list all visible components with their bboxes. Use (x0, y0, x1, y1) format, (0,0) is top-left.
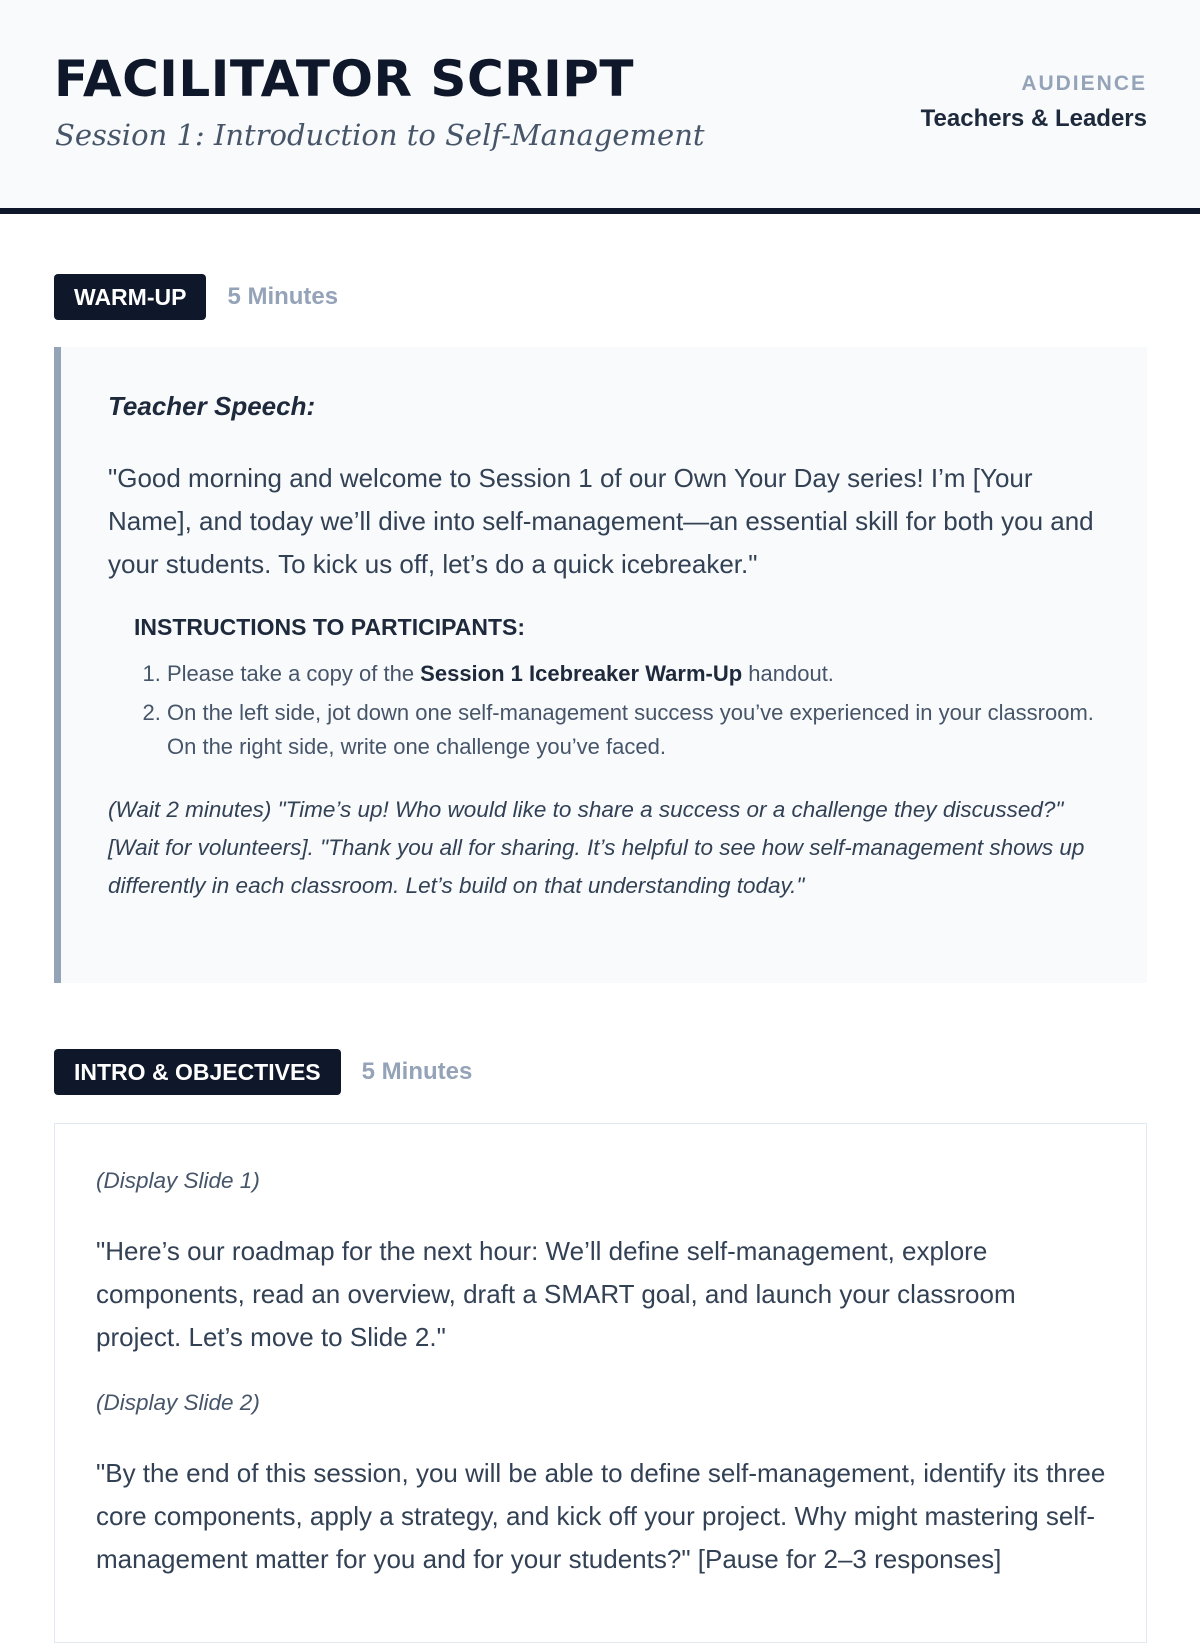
slide-2-speech: "By the end of this session, you will be able to define self-management, identify its three core components, apply a strategy, and kick off your project. Why might mastering self-management matter for you and for your students?" [Pause for 2–3 responses] (96, 1458, 1106, 1574)
warmup-speech-box (54, 347, 1147, 983)
slide-1-speech: "Here’s our roadmap for the next hour: We’ll define self-management, explore components, read an overview, draft a SMART goal, and launch your classroom project. Let’s move to Slide 2." (96, 1236, 1016, 1352)
wait-note: (Wait 2 minutes) "Time’s up! Who would like to share a success or a challenge they discussed?" [Wait for volunteers]. "Thank you all for sharing. It’s helpful to see how self-management shows up differently in each classroom. Let’s build on that understanding today." (108, 797, 1085, 898)
audience-value: Teachers & Leaders (920, 105, 1147, 132)
instruction-text: handout. (742, 661, 834, 686)
warmup-section-header (54, 274, 338, 320)
intro-section-header (54, 1049, 472, 1095)
instruction-item (167, 657, 1117, 691)
instructions-list (134, 657, 1117, 769)
intro-badge: INTRO & OBJECTIVES (54, 1049, 341, 1095)
session-subtitle: Session 1: Introduction to Self-Management (55, 118, 705, 152)
instruction-text: Please take a copy of the (167, 661, 421, 686)
audience-block (921, 72, 1147, 133)
warmup-speech-text: "Good morning and welcome to Session 1 of our Own Your Day series! I’m [Your Name], and today we’ll dive into self-management—an essential skill for both you and your students. To kick us off, let’s do a quick icebreaker." (108, 463, 1094, 579)
intro-objectives-box (54, 1123, 1147, 1643)
warmup-badge: WARM-UP (54, 274, 206, 320)
instruction-item (167, 696, 1117, 764)
teacher-speech-label: Teacher Speech: (108, 391, 316, 421)
document-title: FACILITATOR SCRIPT (54, 50, 634, 108)
slide-1-note: (Display Slide 1) (96, 1168, 260, 1193)
slide-2-note: (Display Slide 2) (96, 1390, 260, 1415)
audience-label: AUDIENCE (1021, 72, 1147, 95)
instructions-heading: INSTRUCTIONS TO PARTICIPANTS: (134, 614, 525, 640)
intro-duration: 5 Minutes (361, 1058, 473, 1085)
instruction-text: On the left side, jot down one self-management success you’ve experienced in your classroom. On the right side, write one challenge you’ve faced. (167, 700, 1094, 759)
warmup-duration: 5 Minutes (227, 283, 339, 310)
handout-name: Session 1 Icebreaker Warm-Up (420, 661, 743, 686)
document-header (0, 0, 1200, 214)
